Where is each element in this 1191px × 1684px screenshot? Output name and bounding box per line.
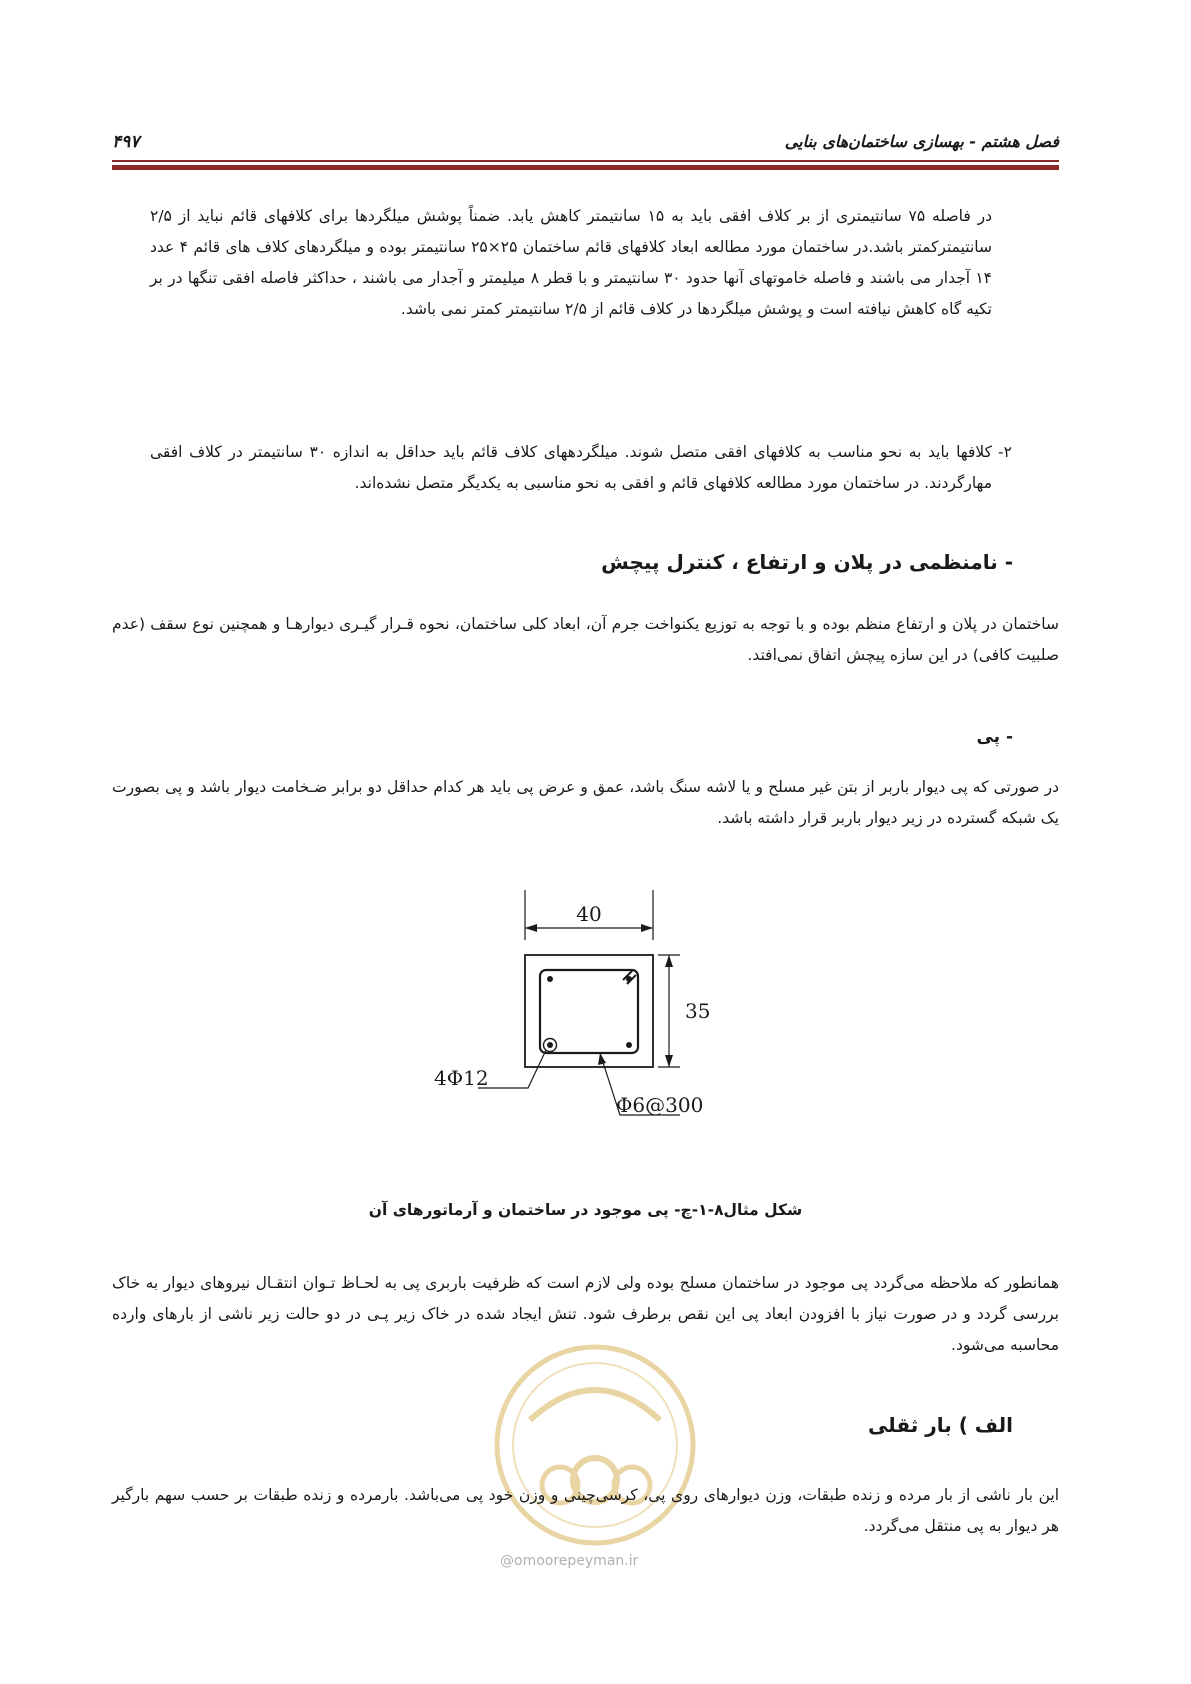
watermark-text: @omoorepeyman.ir bbox=[500, 1553, 639, 1569]
watermark-arc bbox=[530, 1390, 660, 1420]
paragraph-foundation: در صورتی که پی دیوار باربر از بتن غیر مسلح و یا لاشه سنگ باشد، عمق و عرض پی باید هر کدام حداقل دو برابر ضـخامت دیوار باشد و پی بصورت یک شبکه گسترده در زیر دیوار باربر قرار داشته باشد. bbox=[112, 778, 1059, 827]
page-number: ۴۹۷ bbox=[112, 132, 140, 152]
rebar-label: 4Φ12 bbox=[434, 1066, 489, 1090]
rebar-top-left bbox=[547, 976, 553, 982]
rebar-top-right bbox=[626, 976, 632, 982]
width-arrow-right bbox=[641, 924, 653, 932]
rebar-bottom-left bbox=[547, 1042, 553, 1048]
height-arrow-bottom bbox=[665, 1055, 673, 1067]
section-outline bbox=[525, 955, 653, 1067]
stirrup-label: Φ6@300 bbox=[616, 1093, 704, 1117]
rebar-bottom-right bbox=[626, 1042, 632, 1048]
section-heading-foundation: - پی bbox=[976, 727, 1013, 747]
figure-caption: شکل مثال۸-۱-چ- پی موجود در ساختمان و آرماتورهای آن bbox=[368, 1201, 803, 1219]
width-label: 40 bbox=[576, 902, 602, 926]
header-rule-thick bbox=[112, 165, 1059, 170]
width-arrow-left bbox=[525, 924, 537, 932]
paragraph-irregularity: ساختمان در پلان و ارتفاع منظم بوده و با توجه به توزیع یکنواخت جرم آن، ابعاد کلی ساختمان، نحوه قـرار گیـری دیوارهـا و همچنین نوع سقف (عدم صلبیت کافی) در این سازه پیچش اتفاق نمی‌افتد. bbox=[112, 615, 1059, 664]
paragraph-gravity-load: این بار ناشی از بار مرده و زنده طبقات، وزن دیوارهای روی پی، کرسی‌چینی و وزن خود پی می‌باشد. بارمرده و زنده طبقات بر حسب سهم بارگیر هر دیوار به پی منتقل می‌گردد. bbox=[112, 1486, 1059, 1535]
header-rule-thin bbox=[112, 160, 1059, 162]
stirrup-leader-arrow bbox=[598, 1053, 606, 1065]
chapter-title: فصل هشتم - بهسازی ساختمان‌های بنایی bbox=[784, 132, 1059, 151]
paragraph-after-figure: همانطور که ملاحظه می‌گردد پی موجود در ساختمان مسلح بوده ولی لازم است که ظرفیت باربری پی به لحـاظ تـوان انتقـال نیروهای دیوار به خاک بررسی گردد و در صورت نیاز با افزودن ابعاد پی این نقص برطرف شود. تنش ایجاد شده در خاک زیر پـی در دو حالت زیر ناشی از بارهای وارده محاسبه می‌شود. bbox=[112, 1274, 1059, 1354]
foundation-section-figure bbox=[434, 890, 770, 1130]
page-header bbox=[112, 128, 1059, 160]
list-item-number: ۲- bbox=[998, 443, 1012, 461]
foundation-section-drawing bbox=[434, 890, 770, 1130]
height-label: 35 bbox=[685, 999, 711, 1023]
paragraph-columns: در فاصله ۷۵ سانتیمتری از بر کلاف افقی باید به ۱۵ سانتیمتر کاهش یابد. ضمناً پوشش میلگردها برای کلافهای قائم نباید از ۲/۵ سانتیمترکمتر باشد.در ساختمان مورد مطالعه ابعاد کلافهای قائم ساختمان ۲۵×۲۵ سانتیمتر بوده و میلگردهای کلاف های قائم ۴ عدد ۱۴ آجدار می باشند و فاصله خاموتهای آنها حدود ۳۰ سانتیمتر و با قطر ۸ میلیمتر و آجدار می باشند ، حداکثر فاصله افقی تنگها در بر تکیه گاه کاهش نیافته است و پوشش میلگردها در کلاف قائم از ۲/۵ سانتیمتر کمتر نمی باشد. bbox=[150, 207, 993, 318]
section-heading-gravity-load: الف ) بار ثقلی bbox=[867, 1413, 1013, 1437]
list-item-text: کلافها باید به نحو مناسب به کلافهای افقی متصل شوند. میلگردههای کلاف قائم باید حداقل به اندازه ۳۰ سانتیمتر در کلاف افقی مهارگردند. در ساختمان مورد مطالعه کلافهای قائم و افقی به نحو مناسبی به یکدیگر متصل نشده‌اند. bbox=[150, 443, 992, 492]
section-heading-irregularity: - نامنظمی در پلان و ارتفاع ، کنترل پیچش bbox=[601, 550, 1013, 574]
height-arrow-top bbox=[665, 955, 673, 967]
